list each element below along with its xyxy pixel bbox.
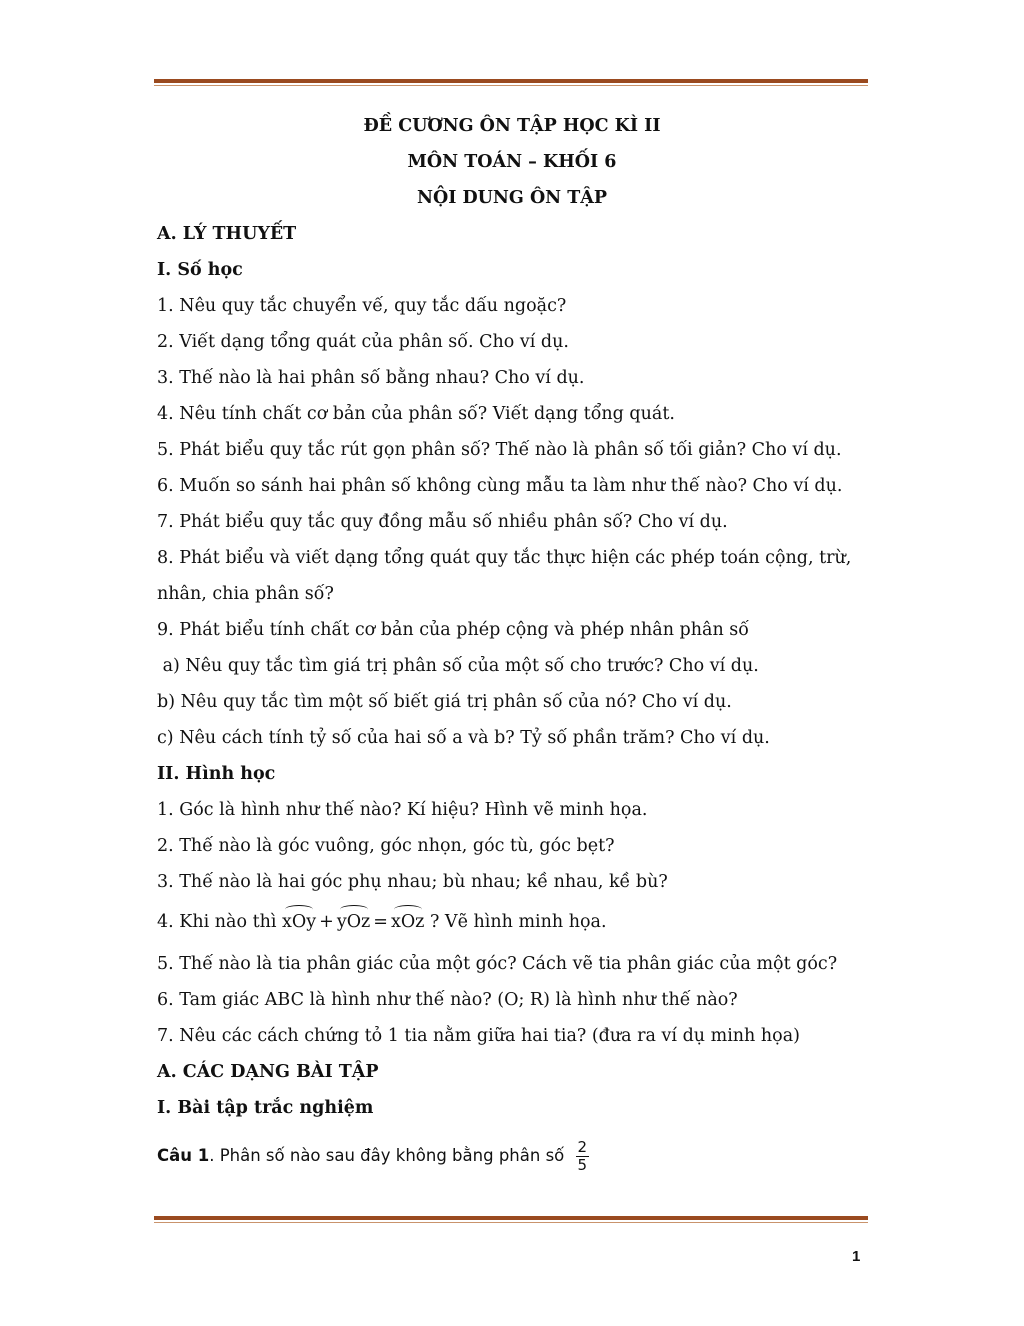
- multiple-choice-heading: I. Bài tập trắc nghiệm: [157, 1098, 374, 1118]
- equals-sign: =: [373, 912, 388, 932]
- geometry-item: 2. Thế nào là góc vuông, góc nhọn, góc tù, góc bẹt?: [157, 836, 615, 856]
- geometry-item: 5. Thế nào là tia phân giác của một góc? Cách vẽ tia phân giác của một góc?: [157, 954, 838, 974]
- arithmetic-item: 1. Nêu quy tắc chuyển vế, quy tắc dấu ngoặc?: [157, 296, 567, 316]
- doc-title: ĐỀ CƯƠNG ÔN TẬP HỌC KÌ II: [363, 116, 661, 136]
- fraction-two-fifths: [576, 1139, 590, 1174]
- angle-item-prefix: 4. Khi nào thì: [157, 912, 277, 932]
- arithmetic-item: 8. Phát biểu và viết dạng tổng quát quy tắc thực hiện các phép toán cộng, trừ,: [157, 548, 852, 568]
- angle-xoz: xOz: [390, 912, 425, 932]
- arithmetic-subitem: b) Nêu quy tắc tìm một số biết giá trị phân số của nó? Cho ví dụ.: [157, 692, 732, 712]
- geometry-heading: II. Hình học: [157, 764, 276, 784]
- arithmetic-heading: I. Số học: [157, 260, 243, 280]
- doc-subtitle: MÔN TOÁN – KHỐI 6: [407, 152, 617, 172]
- geometry-item-angle-sum: [157, 910, 607, 934]
- angle-item-suffix: ? Vẽ hình minh họa.: [429, 912, 607, 932]
- arithmetic-item: 4. Nêu tính chất cơ bản của phân số? Viết dạng tổng quát.: [157, 404, 675, 424]
- plus-sign: +: [319, 912, 334, 932]
- geometry-item: 3. Thế nào là hai góc phụ nhau; bù nhau; kề nhau, kề bù?: [157, 872, 668, 892]
- fraction-numerator: 2: [577, 1138, 588, 1156]
- angle-yoz: yOz: [336, 912, 371, 932]
- question-label: Câu 1: [157, 1146, 210, 1165]
- question-text: . Phân số nào sau đây không bằng phân số: [209, 1146, 565, 1165]
- exercises-heading: A. CÁC DẠNG BÀI TẬP: [157, 1062, 379, 1082]
- angle-xoy: xOy: [282, 912, 317, 932]
- geometry-item: 1. Góc là hình như thế nào? Kí hiệu? Hình vẽ minh họa.: [157, 800, 648, 820]
- arithmetic-item: nhân, chia phân số?: [157, 584, 334, 604]
- arithmetic-item: 6. Muốn so sánh hai phân số không cùng mẫu ta làm như thế nào? Cho ví dụ.: [157, 476, 843, 496]
- doc-section-title: NỘI DUNG ÔN TẬP: [416, 188, 608, 208]
- arithmetic-item: 7. Phát biểu quy tắc quy đồng mẫu số nhiều phân số? Cho ví dụ.: [157, 512, 728, 532]
- arithmetic-subitem: c) Nêu cách tính tỷ số của hai số a và b? Tỷ số phần trăm? Cho ví dụ.: [157, 728, 770, 748]
- geometry-item: 6. Tam giác ABC là hình như thế nào? (O; R) là hình như thế nào?: [157, 990, 738, 1010]
- arithmetic-item: 5. Phát biểu quy tắc rút gọn phân số? Thế nào là phân số tối giản? Cho ví dụ.: [157, 440, 842, 460]
- theory-heading: A. LÝ THUYẾT: [157, 224, 297, 244]
- geometry-item: 7. Nêu các cách chứng tỏ 1 tia nằm giữa hai tia? (đưa ra ví dụ minh họa): [157, 1026, 800, 1046]
- arithmetic-subitem: a) Nêu quy tắc tìm giá trị phân số của một số cho trước? Cho ví dụ.: [157, 656, 759, 676]
- page-number: 1: [852, 1248, 861, 1265]
- arithmetic-item: 3. Thế nào là hai phân số bằng nhau? Cho ví dụ.: [157, 368, 585, 388]
- fraction-denominator: 5: [577, 1156, 588, 1174]
- arithmetic-item: 2. Viết dạng tổng quát của phân số. Cho ví dụ.: [157, 332, 569, 352]
- arithmetic-item: 9. Phát biểu tính chất cơ bản của phép cộng và phép nhân phân số: [157, 620, 749, 640]
- question-1: [157, 1134, 589, 1178]
